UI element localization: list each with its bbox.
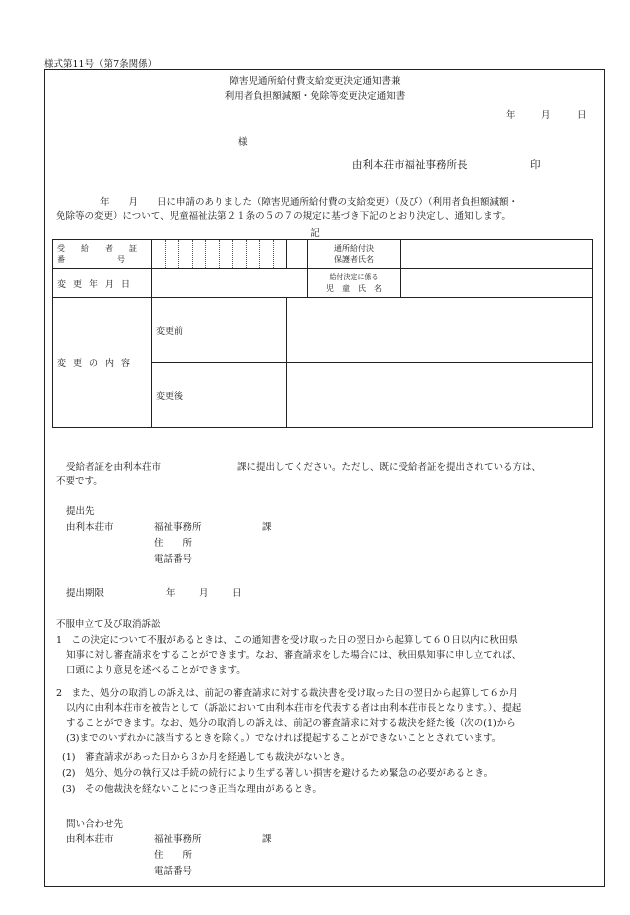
appeal-p1-line-2: 知事に対し審査請求をすることができます。なお、審査請求をした場合には、秋田県知事に申し立てれば、	[66, 650, 522, 661]
guardian-label	[308, 240, 401, 269]
deadline-day: 日	[232, 588, 242, 599]
before-label: 変更前	[152, 298, 287, 363]
appeal-item-3: (3) その他裁決を経ないことにつき正当な理由があるとき。	[62, 784, 322, 795]
date-year: 年	[506, 110, 516, 121]
child-label-a: 給付決定に係る	[329, 273, 379, 281]
child-name-field[interactable]	[401, 269, 593, 298]
appeal-p2-line-2: 以内に由利本荘市を被告として（訴訟において由利本荘市を代表する者は由利本荘市長となります。）、提起	[66, 703, 522, 714]
deadline-year: 年	[166, 588, 176, 599]
recipient-cert-label-b: 番 号	[57, 255, 127, 264]
child-name-label	[308, 269, 401, 298]
ki-heading: 記	[310, 228, 320, 239]
intro-line-2: 免除等の変更）について、児童福祉法第２１条の５の７の規定に基づき下記のとおり決定し、通知します。	[56, 211, 511, 222]
contact-office: 福祉事務所	[154, 834, 202, 845]
child-label-b: 児 童 氏 名	[326, 284, 382, 293]
appeal-item-1: (1) 審査請求があった日から３か月を経過しても裁決がないとき。	[62, 752, 351, 763]
after-field[interactable]	[287, 363, 593, 428]
appeal-p2-line-3: することができます。なお、処分の取消しの訴えは、前記の審査請求に対する裁決を経た後（次の(1)から	[66, 718, 516, 729]
guardian-name-field[interactable]	[401, 240, 593, 269]
submit-to-office: 福祉事務所	[154, 522, 202, 533]
appeal-heading: 不服申立て及び取消訴訟	[56, 619, 161, 630]
appeal-item-2: (2) 処分、処分の執行又は手続の続行により生ずる著しい損害を避けるため緊急の必要があるとき。	[62, 768, 494, 779]
submit-to-address: 住 所	[154, 538, 193, 549]
submit-notice-line-1: 受給者証を由利本荘市 課に提出してください。ただし、既に受給者証を提出されている方は、	[66, 462, 542, 473]
guardian-label-b: 保護者氏名	[334, 255, 374, 264]
recipient-cert-label	[53, 240, 152, 269]
contact-address: 住 所	[154, 850, 193, 861]
deadline-label: 提出期限	[66, 588, 105, 599]
change-content-label: 変更の内容	[53, 298, 152, 428]
form-number: 様式第11号（第7条関係）	[44, 59, 158, 70]
recipient-cert-number-cells[interactable]	[152, 240, 287, 269]
appeal-p1-line-1: 1 この決定について不服があるときは、この通知書を受け取った日の翌日から起算して６０日以内に秋田県	[56, 635, 518, 646]
intro-line-1: 年 月 日に申請のありました（障害児通所給付費の支給変更）（及び）（利用者負担額減額・	[100, 197, 519, 208]
appeal-p2-line-1: 2 また、処分の取消しの訴えは、前記の審査請求に対する裁決書を受け取った日の翌日から起算して６か月	[56, 688, 519, 699]
deadline-month: 月	[199, 588, 209, 599]
submit-to-section: 課	[262, 522, 272, 533]
contact-section: 課	[262, 834, 272, 845]
after-label: 変更後	[152, 363, 287, 428]
submit-to-heading: 提出先	[66, 506, 95, 517]
title-line-2: 利用者負担額減額・免除等変更決定通知書	[224, 91, 406, 102]
appeal-p2-line-4: (3)までのいずれかに該当するときを除く。）でなければ提起することができないこととされています。	[66, 733, 502, 744]
contact-city: 由利本荘市	[66, 834, 114, 845]
before-field[interactable]	[287, 298, 593, 363]
change-date-label: 変更年月日	[53, 269, 152, 298]
submit-to-phone: 電話番号	[154, 554, 193, 565]
submit-notice-line-2: 不要です。	[56, 476, 103, 487]
issuer-name: 由利本荘市福祉事務所長	[352, 159, 468, 171]
guardian-label-a: 通所給付決	[334, 244, 374, 253]
seal-mark: 印	[530, 159, 541, 171]
date-month: 月	[541, 110, 551, 121]
contact-phone: 電話番号	[154, 866, 193, 877]
date-day: 日	[577, 110, 587, 121]
submit-to-city: 由利本荘市	[66, 522, 114, 533]
title-line-1: 障害児通所給付費支給変更決定通知書兼	[229, 76, 401, 87]
contact-heading: 問い合わせ先	[66, 819, 124, 830]
change-date-field[interactable]	[152, 269, 308, 298]
appeal-p1-line-3: 口頭により意見を述べることができます。	[66, 665, 246, 676]
recipient-cert-label-a: 受 給 者 証	[57, 244, 141, 253]
addressee-suffix: 様	[238, 137, 248, 148]
record-table	[52, 239, 593, 428]
